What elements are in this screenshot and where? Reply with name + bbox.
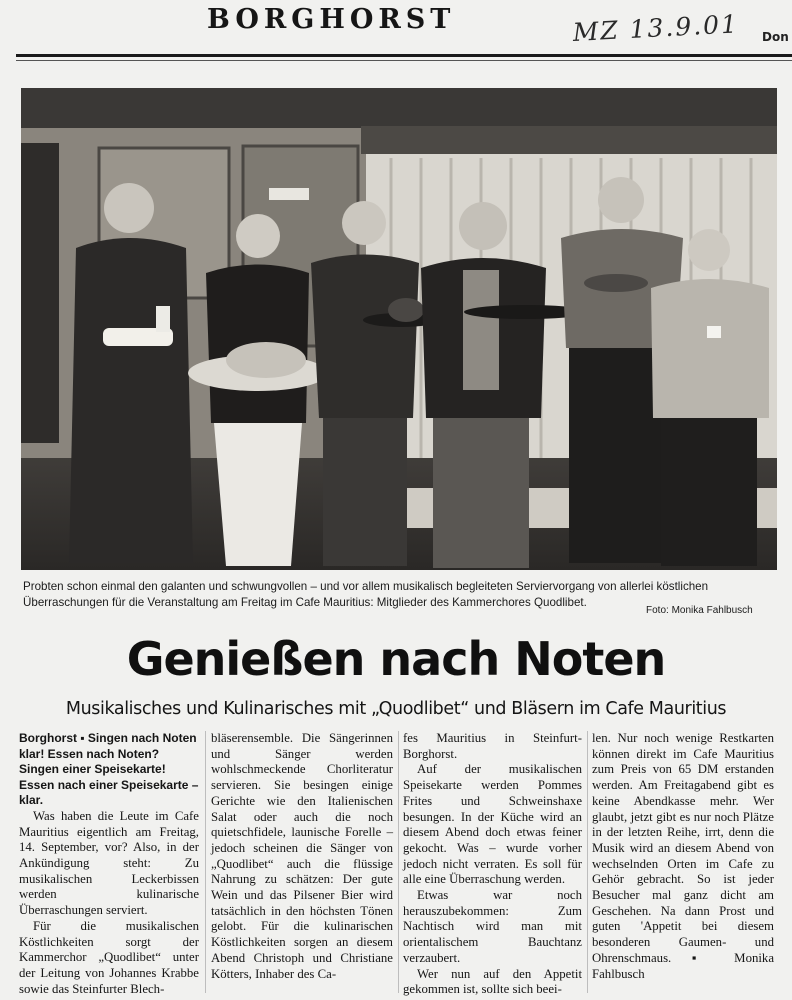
header-rule <box>16 54 792 57</box>
group-photo <box>21 88 777 570</box>
column-divider <box>205 731 206 993</box>
paragraph: fes Mauritius in Steinfurt-Borghorst. <box>403 731 582 761</box>
column-divider <box>398 731 399 993</box>
article-column-1 <box>19 731 199 997</box>
paragraph: Etwas war noch herauszubekommen: Zum Nachtisch wird man mit orientalischem Bauchtanz verzaubert. <box>403 888 582 965</box>
article-column-3 <box>403 731 582 998</box>
paragraph: bläserensemble. Die Sängerinnen und Sänger werden wohlschmeckende Chorliteratur servieren. Sie besingen einige Gerichte wie den Italienischen Salat oder auch die noch quietschfidele, launische Forelle – jedoch scheinen die Sänger von „Quodlibet“ auch die flüssige Nahrung zu schätzen: Der gute Wein und das Pilsener Bier wird tatsächlich in den höchsten Tönen gelobt. Für die kulinarischen Köstlichkeiten sorgen an diesem Abend Christoph und Christiane Kötters, Inhaber des Ca- <box>211 731 393 981</box>
handwritten-date-note: MZ 13.9.01 <box>572 9 740 47</box>
article-column-2 <box>211 731 393 982</box>
paragraph: len. Nur noch wenige Restkarten können direkt im Cafe Mauritius zum Preis von 65 DM erstanden werden. Am Freitagabend gibt es keine Abendkasse mehr. Wer glaubt, jetzt gibt es nur noch Plätze in der letzten Reihe, irrt, denn die Musik wird an diesem Abend von wechselnden Orten im Cafe zu Gehör gebracht. So ist jeder Besucher mal ganz dicht am Geschehen. Na dann Prost und guten 'Appetit bei diesem besonderen Gaumen- und Ohrenschmaus. ▪ Monika Fahlbusch <box>592 731 774 981</box>
cut-off-header-text: Don <box>762 30 789 44</box>
photo-caption: Probten schon einmal den galanten und schwungvollen – und vor allem musikalisch begleiteten Serviervorgang von allerlei köstlichen Überraschungen für die Veranstaltung am Freitag im Cafe Mauritius: Mitglieder des Kammerchores Quodlibet. <box>23 580 709 609</box>
article-subheadline: Musikalisches und Kulinarisches mit „Quodlibet“ und Bläsern im Cafe Mauritius <box>65 699 727 719</box>
paragraph: Für die musikalischen Köstlichkeiten sorgt der Kammerchor „Quodlibet“ unter der Leitung von Johannes Krabbe sowie das Steinfurter Blech- <box>19 918 199 996</box>
header-rule-thin <box>16 60 792 61</box>
photo-credit: Foto: Monika Fahlbusch <box>646 605 753 616</box>
article-lead: Borghorst ▪ Singen nach Noten klar! Essen nach Noten? Singen einer Speisekarte! Essen nach einer Speisekarte – klar. <box>19 731 199 808</box>
section-title: BORGHORST <box>207 4 456 35</box>
article-column-4 <box>592 731 774 982</box>
paragraph: Auf der musikalischen Speisekarte werden Pommes Frites und Schweinshaxe besungen. In der Küche wird an diesem Abend doch etwas feiner gekocht. Was – wurde vorher jedoch nicht verraten. Es soll für alle eine Überraschung werden. <box>403 762 582 887</box>
column-divider <box>587 731 588 993</box>
article-headline: Genießen nach Noten <box>126 632 666 686</box>
paragraph: Was haben die Leute im Cafe Mauritius eigentlich am Freitag, 14. September, vor? Also, in der Ankündigung steht: Zu musikalischen Leckerbissen werden kulinarische Überraschungen serviert. <box>19 808 199 918</box>
group-photo-illustration <box>21 88 777 570</box>
paragraph: Wer nun auf den Appetit gekommen ist, sollte sich beei- <box>403 966 582 997</box>
